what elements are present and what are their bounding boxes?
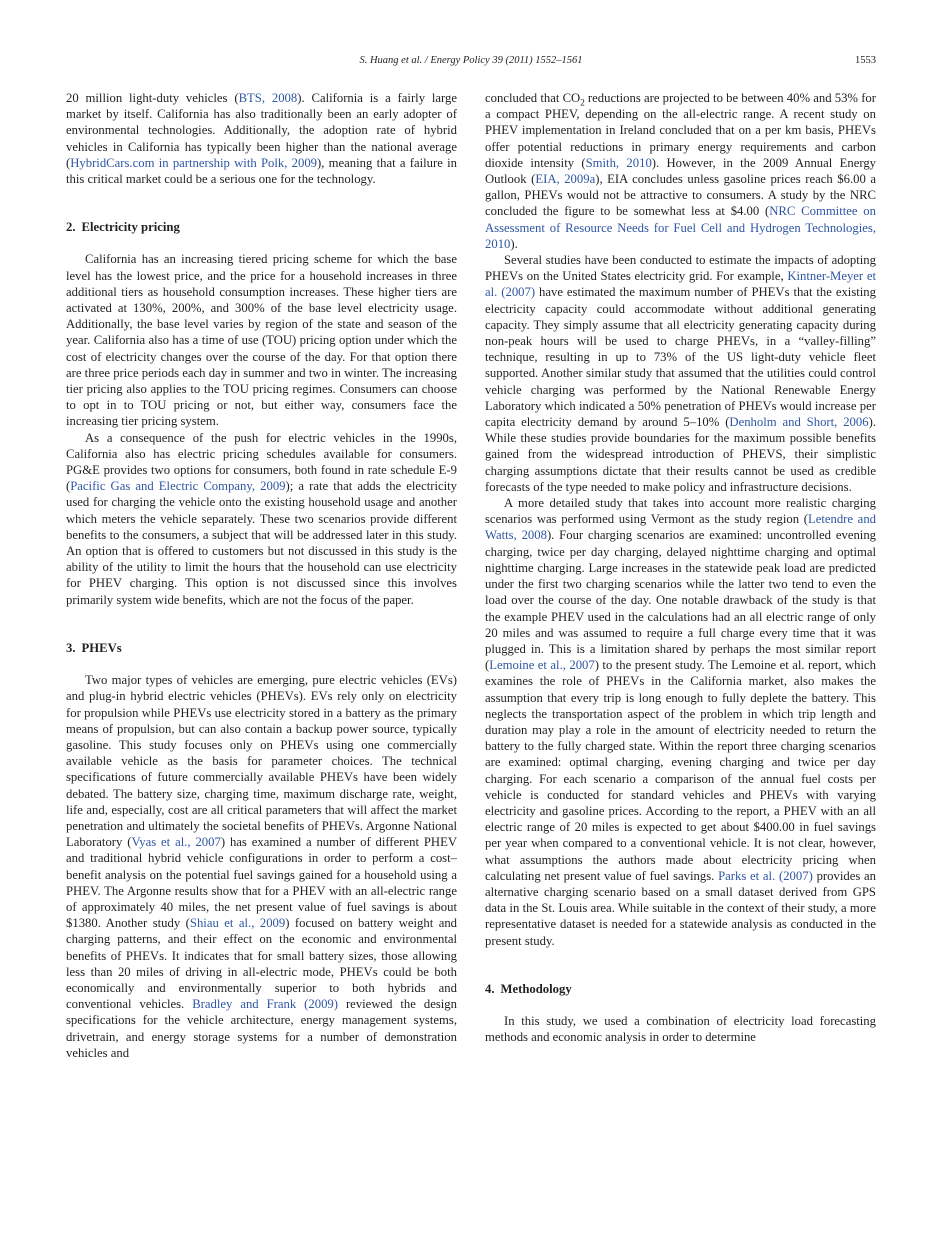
citation-link[interactable]: HybridCars.com in partnership with Polk, 2009: [70, 155, 318, 170]
right-column: [485, 90, 876, 1045]
paragraph: A more detailed study that takes into account more realistic charging scenarios was performed using Vermont as the study region (Letendre and Watts, 2008). Four charging scenarios are examined: uncontrolled evening charging, twice per day charging, delayed nighttime charging and optimal nighttime charging. Large increases in the statewide peak load are predicted under the first two charging scenarios while the latter two tend to even the load over the course of the day. One notable drawback of the study is that the example PHEV used in the calculations had an all electric range of only 20 miles and was assumed to require a full charge every time that it was plugged in. This is a limitation shared by perhaps the most similar report (Lemoine et al., 2007) to the present study. The Lemoine et al. report, which examines the role of PHEVs in the California market, also makes the assumption that every trip is long enough to fully deplete the battery. This neglects the transportation aspect of the problem in which trip length and duration may play a role in the amount of electricity needed to return the battery to the fully charged state. Within the report three charging scenarios are examined: optimal charging, evening charging and twice per day charging. For each scenario a comparison of the annual fuel costs per vehicle is conducted for standard vehicles and PHEVs with varying electricity and gasoline prices. According to the report, a PHEV with an all electric range of 20 miles is expected to get about $400.00 in fuel savings per year when compared to a conventional vehicle. It is not clear, however, what assumptions the authors made about electricity pricing when calculating net present value of fuel savings. Parks et al. (2007) provides an alternative charging scenario based on a small dataset derived from GPS data in the St. Louis area. While suitable in the context of their study, a more representative dataset is needed for a statewide analysis as conducted in the present study.: [485, 496, 877, 948]
citation-link[interactable]: Shiau et al., 2009: [189, 916, 286, 931]
paragraph: California has an increasing tiered pricing scheme for which the base level has the lowest price, and the price for a household increases in three additional tiers as household consumption increases. These higher tiers are activated at 130%, 200%, and 300% of the base level electricity usage. Additionally, the base level varies by region of the state and season of the year. California also has a time of use (TOU) pricing option under which the cost of electricity changes over the course of the day. For that option there are three price periods each day in summer and two in winter. The increasing tier pricing also applies to the TOU pricing regimes. Consumers can choose to opt in to TOU pricing or not, but either way, consumers face the increasing tier pricing system.: [66, 252, 457, 429]
section-heading: 4. Methodology: [485, 981, 572, 996]
paragraph: Two major types of vehicles are emerging, pure electric vehicles (EVs) and plug-in hybrid electric vehicles (PHEVs). EVs rely only on electricity for propulsion while PHEVs use electricity stored in a battery as the primary means of propulsion, but can also contain a backup power source, typically gasoline. This study focuses only on PHEVs using one commercially available vehicle as the basis for parameter choices. The technical specifications of future commercially available PHEVs have been widely debated. The battery size, charging time, maximum discharge rate, weight, life and, especially, cost are all critical parameters that will affect the market penetration and ultimately the societal benefits of PHEVs. Argonne National Laboratory (Vyas et al., 2007) has examined a number of different PHEV and traditional hybrid vehicle configurations in order to perform a cost–benefit analysis on the potential fuel savings gained for a household using a PHEV. The Argonne results show that for a PHEV with an all-electric range of approximately 40 miles, the net present value of fuel savings is about $1380. Another study (Shiau et al., 2009) focused on battery weight and charging patterns, and their effect on the economic and environmental benefits of PHEVs. It indicates that for small battery sizes, those allowing less than 20 miles of driving in all-electric mode, PHEVs could be both economically and environmentally superior to both hybrids and conventional vehicles. Bradley and Frank (2009) reviewed the design specifications for the vehicle architecture, energy management systems, drivetrain, and energy storage systems for a number of demonstration vehicles and: [66, 673, 458, 1060]
citation-link[interactable]: NRC Committee on Assessment of Resource Needs for Fuel Cell and Hydrogen Technologies, 2010: [485, 204, 876, 251]
citation-link[interactable]: Parks et al. (2007): [718, 868, 813, 883]
paragraph: 20 million light-duty vehicles (BTS, 2008). California is a fairly large market by itself. California has also traditionally been an early adopter of environmental technologies. Additionally, the adoption rate of hybrid vehicles in California has typically been higher than the national average (HybridCars.com in partnership with Polk, 2009), meaning that a failure in this critical market could be a serious one for the technology.: [66, 91, 458, 187]
citation-link[interactable]: Smith, 2010: [585, 155, 652, 170]
journal-citation: S. Huang et al. / Energy Policy 39 (2011) 1552–1561: [359, 55, 583, 66]
citation-link[interactable]: BTS, 2008: [238, 91, 298, 105]
citation-link[interactable]: Denholm and Short, 2006: [729, 415, 869, 430]
citation-link[interactable]: Letendre and Watts, 2008: [485, 512, 877, 543]
paragraph: concluded that $CO_2$ reductions are projected to be between 40% and 53% for a compact PHEV, depending on the all-electric range. A recent study on PHEV implementation in Ireland concluded that on a per km basis, PHEVs offer potential reductions in primary energy requirements and carbon dioxide intensity (Smith, 2010). However, in the 2009 Annual Energy Outlook (EIA, 2009a), EIA concludes unless gasoline prices reach $6.00 a gallon, PHEVs would not be attractive to consumers. A study by the NRC concluded the figure to be somewhat less at $4.00 (NRC Committee on Assessment of Resource Needs for Fuel Cell and Hydrogen Technologies, 2010).: [485, 91, 877, 251]
section-heading: 3. PHEVs: [66, 640, 122, 655]
paragraph: In this study, we used a combination of electricity load forecasting methods and economic analysis in order to determine: [485, 1013, 876, 1045]
citation-link[interactable]: Bradley and Frank (2009): [192, 997, 338, 1012]
section-heading: 2. Electricity pricing: [66, 220, 180, 235]
paragraph: Several studies have been conducted to estimate the impacts of adopting PHEVs on the United States electricity grid. For example, Kintner-Meyer et al. (2007) have estimated the maximum number of PHEVs that the existing electricity capacity could accommodate without additional generating capacity. They simply assume that all electricity generating capacity during non-peak hours will be used to charge PHEVs, in a “valley-filling” technique, resulting in up to 73% of the US light-duty vehicle fleet supported. Another similar study that assumed that the utilities could control vehicle charging was performed by the National Renewable Energy Laboratory which indicated a 50% penetration of PHEVs would increase per capita electricity demand by around 5–10% (Denholm and Short, 2006). While these studies provide boundaries for the maximum possible benefits gained from the widespread introduction of PHEVS, their simplistic charging assumptions dictate that their results cannot be used as credible forecasts of the type needed to make policy and infrastructure decisions.: [485, 253, 876, 494]
left-column: [66, 90, 457, 1061]
running-head: [66, 55, 876, 71]
citation-link[interactable]: Vyas et al., 2007: [131, 835, 221, 850]
page-number: 1553: [855, 55, 876, 66]
citation-link[interactable]: Lemoine et al., 2007: [489, 658, 595, 673]
citation-link[interactable]: Pacific Gas and Electric Company, 2009: [70, 479, 286, 494]
citation-link[interactable]: Kintner-Meyer et al. (2007): [485, 269, 876, 300]
paragraph: As a consequence of the push for electric vehicles in the 1990s, California also has electric pricing schedules available for consumers. PG&E provides two options for consumers, both found in rate schedule E-9 (Pacific Gas and Electric Company, 2009); a rate that adds the electricity used for charging the vehicle onto the existing household usage and another which meters the vehicle separately. These two scenarios provide different benefits to the consumers, a subject that will be addressed later in this study. An option that is offered to customers but not discussed in this study is the ability of the utility to limit the hours that the household can use electricity for PHEV charging. This option is not discussed since this involves primarily system wide benefits, which are not the focus of the paper.: [66, 430, 457, 607]
citation-link[interactable]: EIA, 2009a: [535, 172, 596, 187]
